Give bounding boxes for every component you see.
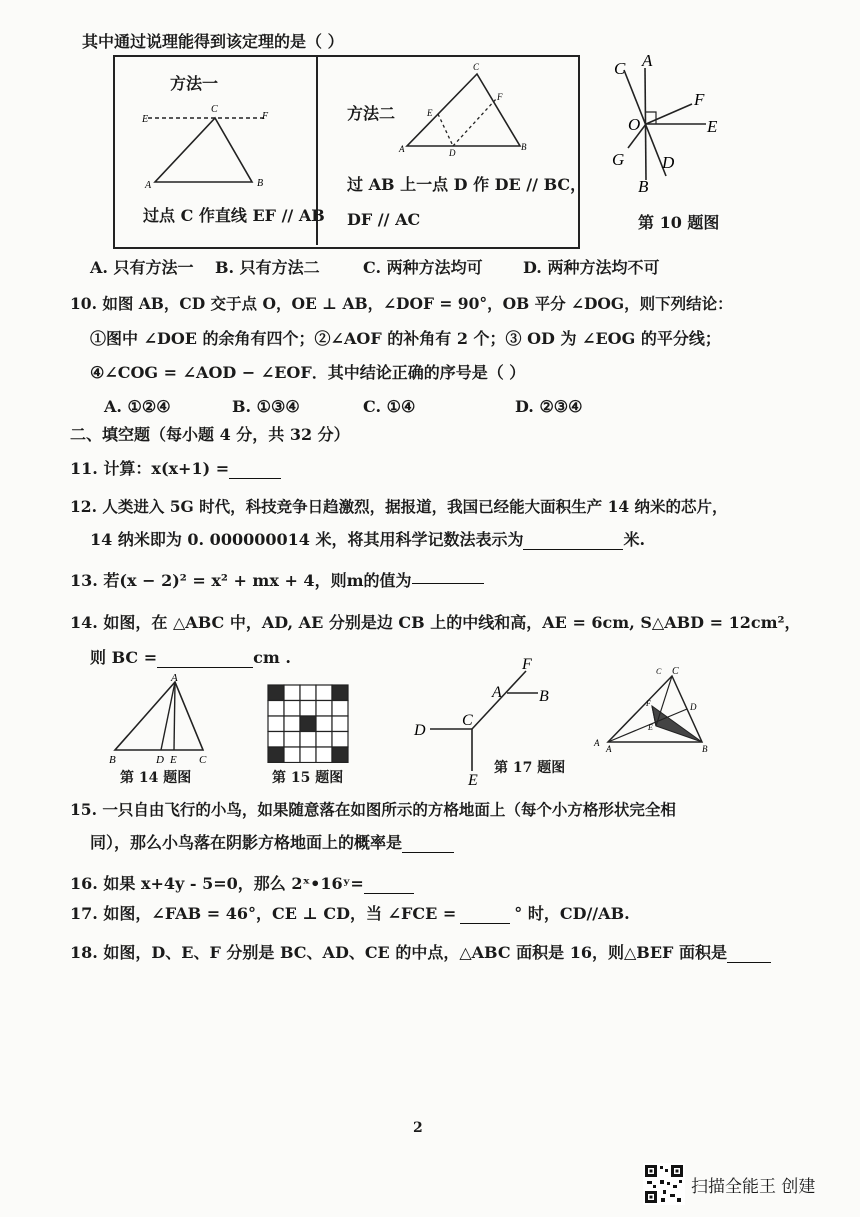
qr-code-icon bbox=[643, 1163, 685, 1205]
label-C: C bbox=[672, 666, 679, 677]
q9-option-b: B. 只有方法二 bbox=[215, 258, 320, 277]
q12-line1: 12. 人类进入 5G 时代，科技竞争日趋激烈，据报道，我国已经能大面积生产 14 纳米的芯片， bbox=[70, 497, 728, 516]
q11 bbox=[70, 459, 281, 479]
q16-text: 16. 如果 x+4y - 5=0，那么 2ˣ•16ʸ= bbox=[70, 874, 364, 893]
fig14-caption: 第 14 题图 bbox=[120, 770, 192, 786]
label-E: E bbox=[707, 117, 718, 136]
q16-blank bbox=[364, 893, 414, 894]
q18 bbox=[70, 943, 771, 963]
label-A: A bbox=[145, 180, 152, 191]
q10-line3: ④∠COG = ∠AOD − ∠EOF．其中结论正确的序号是（ ） bbox=[90, 363, 526, 382]
q13 bbox=[70, 571, 484, 591]
q10-line2: ①图中 ∠DOE 的余角有四个；②∠AOF 的补角有 2 个；③ OD 为 ∠EOG 的平分线； bbox=[90, 329, 721, 348]
q10-option-a: A. ①②④ bbox=[104, 397, 171, 416]
label-C: C bbox=[199, 754, 207, 766]
fig15-caption: 第 15 题图 bbox=[272, 770, 344, 786]
q9-option-d: D. 两种方法均不可 bbox=[523, 258, 660, 277]
grid-cell bbox=[316, 732, 332, 748]
label-A: A bbox=[492, 684, 502, 701]
q14-line1: 14. 如图，在 △ABC 中，AD, AE 分别是边 CB 上的中线和高，AE = 6cm, S△ABD = 12cm²， bbox=[70, 613, 801, 632]
q17-text-post: ° 时，CD//AB. bbox=[514, 904, 630, 923]
q17 bbox=[70, 904, 630, 924]
q11-text: 11. 计算：x(x+1) = bbox=[70, 459, 230, 478]
q14-blank bbox=[157, 667, 253, 668]
method1-figure bbox=[140, 100, 280, 195]
fig18-figure bbox=[590, 662, 720, 757]
q10-option-c: C. ①④ bbox=[363, 397, 416, 416]
grid-cell bbox=[284, 701, 300, 717]
label-B: B bbox=[702, 744, 708, 754]
label-B: B bbox=[521, 142, 527, 152]
label-E: E bbox=[142, 114, 149, 125]
q15-line1: 15. 一只自由飞行的小鸟，如果随意落在如图所示的方格地面上（每个小方格形状完全相 bbox=[70, 800, 676, 819]
grid-cell bbox=[316, 716, 332, 732]
grid-cell-shaded bbox=[332, 685, 348, 701]
grid-cell bbox=[284, 747, 300, 763]
label-O: O bbox=[628, 115, 641, 134]
method1-desc: 过点 C 作直线 EF // AB bbox=[143, 206, 325, 225]
label-D: D bbox=[414, 722, 426, 739]
page-number: 2 bbox=[413, 1120, 423, 1136]
grid-cell bbox=[300, 701, 316, 717]
grid-cell bbox=[332, 716, 348, 732]
grid-cell-shaded bbox=[268, 685, 284, 701]
q11-blank bbox=[229, 478, 281, 479]
q12-blank bbox=[523, 549, 623, 550]
grid-cell bbox=[268, 701, 284, 717]
q14-line2 bbox=[90, 648, 291, 668]
label-A: A bbox=[642, 51, 653, 70]
label-F: F bbox=[497, 92, 503, 102]
grid-cell-shaded bbox=[332, 747, 348, 763]
q17-text: 17. 如图，∠FAB = 46°，CE ⊥ CD，当 ∠FCE = bbox=[70, 904, 457, 923]
grid-cell bbox=[268, 716, 284, 732]
q17-blank bbox=[460, 923, 510, 924]
grid-cell bbox=[268, 732, 284, 748]
grid-cell bbox=[332, 732, 348, 748]
q15-line2-text: 同），那么小鸟落在阴影方格地面上的概率是 bbox=[90, 833, 403, 852]
method2-title: 方法二 bbox=[347, 104, 396, 123]
grid-cell bbox=[284, 716, 300, 732]
grid-cell bbox=[300, 685, 316, 701]
grid-cell bbox=[316, 701, 332, 717]
label-B: B bbox=[257, 178, 264, 189]
label-A: A bbox=[399, 144, 405, 154]
fig17-caption: 第 17 题图 bbox=[494, 760, 566, 776]
label-A: A bbox=[606, 744, 612, 754]
label-D: D bbox=[662, 153, 675, 172]
label-A: A bbox=[171, 672, 178, 684]
label-E: E bbox=[427, 108, 433, 118]
q9-option-c: C. 两种方法均可 bbox=[363, 258, 483, 277]
method2-desc1: 过 AB 上一点 D 作 DE // BC， bbox=[347, 175, 587, 194]
label-B: B bbox=[109, 754, 116, 766]
section2-heading: 二、填空题（每小题 4 分，共 32 分） bbox=[70, 425, 350, 444]
fig14-figure bbox=[105, 672, 215, 766]
grid-cell bbox=[284, 732, 300, 748]
q9-intro: 其中通过说理能得到该定理的是（ ） bbox=[82, 32, 344, 51]
label-G: G bbox=[612, 150, 625, 169]
q10-line1: 10. 如图 AB，CD 交于点 O，OE ⊥ AB，∠DOF = 90°，OB 平分 ∠DOG，则下列结论： bbox=[70, 294, 733, 313]
label-C: C bbox=[211, 104, 218, 115]
label-D: D bbox=[690, 702, 697, 712]
label-D: D bbox=[156, 754, 164, 766]
q15-line2 bbox=[90, 833, 454, 853]
grid-cell-shaded bbox=[268, 747, 284, 763]
q18-text: 18. 如图，D、E、F 分别是 BC、AD、CE 的中点，△ABC 面积是 16，则△BEF 面积是 bbox=[70, 943, 727, 962]
grid-cell bbox=[300, 747, 316, 763]
label-C: C bbox=[462, 712, 473, 729]
label-E: E bbox=[468, 772, 478, 788]
q16 bbox=[70, 874, 414, 894]
label-F: F bbox=[522, 656, 532, 673]
q13-text: 13. 若(x − 2)² = x² + mx + 4，则m的值为 bbox=[70, 571, 412, 590]
grid-cell-shaded bbox=[300, 716, 316, 732]
method2-desc2: DF // AC bbox=[347, 210, 421, 229]
label-C: C bbox=[473, 62, 480, 72]
q10-option-d: D. ②③④ bbox=[515, 397, 583, 416]
method1-title: 方法一 bbox=[170, 74, 219, 93]
q9-option-a: A. 只有方法一 bbox=[90, 258, 194, 277]
q10-option-b: B. ①③④ bbox=[232, 397, 300, 416]
label-B: B bbox=[638, 177, 649, 196]
grid-cell bbox=[284, 685, 300, 701]
label-E: E bbox=[648, 723, 653, 732]
q13-blank bbox=[412, 583, 484, 584]
q12-line2 bbox=[90, 530, 645, 550]
q14-unit: cm . bbox=[253, 648, 291, 667]
label-F: F bbox=[262, 111, 269, 122]
label-C-left: C bbox=[656, 667, 662, 676]
label-A-left: A bbox=[594, 738, 600, 748]
label-F: F bbox=[694, 90, 705, 109]
label-E: E bbox=[170, 754, 177, 766]
q18-blank bbox=[727, 962, 771, 963]
label-D: D bbox=[449, 148, 456, 158]
q14-line2-text: 则 BC = bbox=[90, 648, 158, 667]
grid-cell bbox=[316, 685, 332, 701]
q12-unit: 米. bbox=[623, 530, 646, 549]
scanner-footer bbox=[643, 1163, 815, 1205]
fig10-figure bbox=[600, 50, 730, 200]
grid-cell bbox=[316, 747, 332, 763]
footer-text: 扫描全能王 创建 bbox=[691, 1176, 816, 1197]
q15-blank bbox=[402, 852, 454, 853]
fig10-caption: 第 10 题图 bbox=[638, 213, 720, 232]
label-B: B bbox=[539, 688, 549, 705]
grid-cell bbox=[300, 732, 316, 748]
grid-cell bbox=[332, 701, 348, 717]
label-F: F bbox=[646, 699, 651, 708]
q12-line2-text: 14 纳米即为 0. 000000014 米，将其用科学记数法表示为 bbox=[90, 530, 524, 549]
method2-figure bbox=[395, 60, 535, 160]
fig15-figure bbox=[266, 683, 350, 763]
label-C: C bbox=[614, 59, 626, 78]
